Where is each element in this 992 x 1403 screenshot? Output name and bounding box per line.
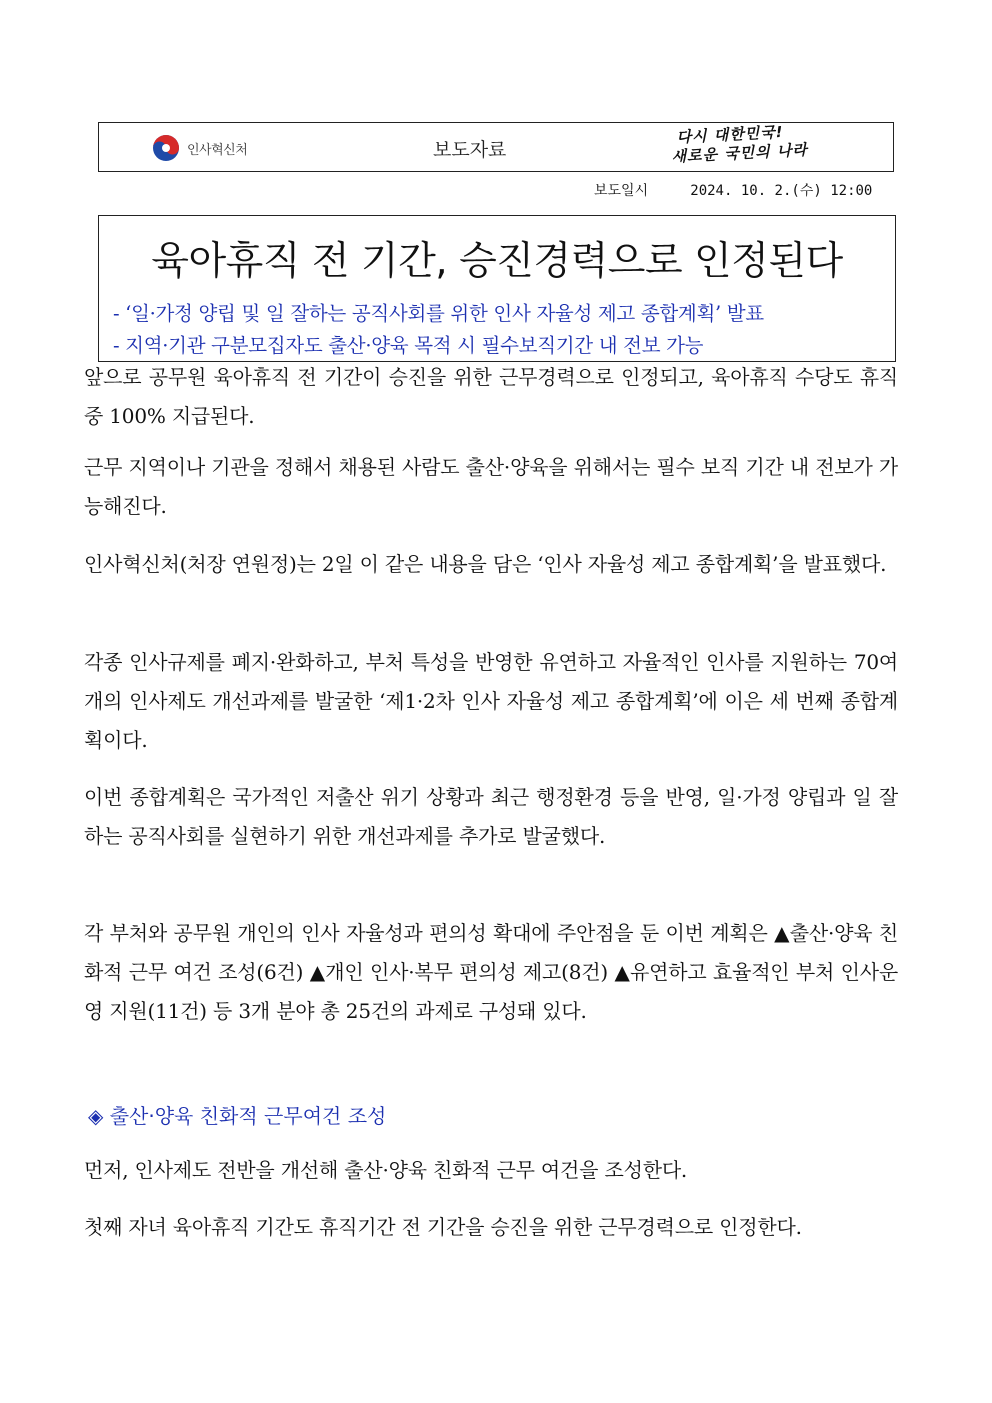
paragraph-2: 근무 지역이나 기관을 정해서 채용된 사람도 출산·양육을 위해서는 필수 보직 기간 내 전보가 가능해진다. bbox=[84, 455, 898, 518]
paragraph-5: 이번 종합계획은 국가적인 저출산 위기 상황과 최근 행정환경 등을 반영, 일·가정 양립과 일 잘하는 공직사회를 실현하기 위한 개선과제를 추가로 발굴했다. bbox=[84, 785, 898, 848]
release-datetime bbox=[594, 180, 872, 200]
agency-name: 인사혁신처 bbox=[187, 142, 248, 158]
press-release-header bbox=[98, 122, 894, 172]
paragraph-1: 앞으로 공무원 육아휴직 전 기간이 승진을 위한 근무경력으로 인정되고, 육아휴직 수당도 휴직 중 100% 지급된다. bbox=[84, 365, 898, 428]
title-box bbox=[98, 215, 896, 362]
paragraph-3: 인사혁신처(처장 연원정)는 2일 이 같은 내용을 담은 ‘인사 자율성 제고 종합계획’을 발표했다. bbox=[84, 552, 887, 576]
taegeuk-icon bbox=[151, 133, 181, 163]
release-value: 2024. 10. 2.(수) 12:00 bbox=[690, 183, 873, 199]
section-paragraph-1: 먼저, 인사제도 전반을 개선해 출산·양육 친화적 근무 여건을 조성한다. bbox=[84, 1158, 688, 1182]
section-paragraph-2: 첫째 자녀 육아휴직 기간도 휴직기간 전 기간을 승진을 위한 근무경력으로 인정한다. bbox=[84, 1215, 802, 1239]
slogan-line-1: 다시 대한민국! bbox=[676, 122, 784, 147]
agency-logo bbox=[151, 133, 247, 163]
slogan-line-2: 새로운 국민의 나라 bbox=[671, 140, 809, 166]
paragraph-6: 각 부처와 공무원 개인의 인사 자율성과 편의성 확대에 주안점을 둔 이번 계획은 ▲출산·양육 친화적 근무 여건 조성(6건) ▲개인 인사·복무 편의성 제고(8건) ▲유연하고 효율적인 부처 인사운영 지원(11건) 등 3개 분야 총 25건의 과제로 구성돼 있다. bbox=[84, 921, 898, 1023]
subtitle-1: - ‘일·가정 양립 및 일 잘하는 공직사회를 위한 인사 자율성 제고 종합계획’ 발표 bbox=[113, 302, 764, 325]
paragraph-4: 각종 인사규제를 폐지·완화하고, 부처 특성을 반영한 유연하고 자율적인 인사를 지원하는 70여 개의 인사제도 개선과제를 발굴한 ‘제1·2차 인사 자율성 제고 종합계획’에 이은 세 번째 종합계획이다. bbox=[84, 650, 898, 752]
document-type: 보도자료 bbox=[433, 139, 507, 161]
main-title: 육아휴직 전 기간, 승진경력으로 인정된다 bbox=[151, 239, 843, 284]
section-heading: ◈ 출산·양육 친화적 근무여건 조성 bbox=[88, 1104, 387, 1128]
subtitle-2: - 지역·기관 구분모집자도 출산·양육 목적 시 필수보직기간 내 전보 가능 bbox=[113, 334, 704, 357]
release-label: 보도일시 bbox=[594, 183, 649, 199]
government-slogan bbox=[671, 122, 809, 167]
